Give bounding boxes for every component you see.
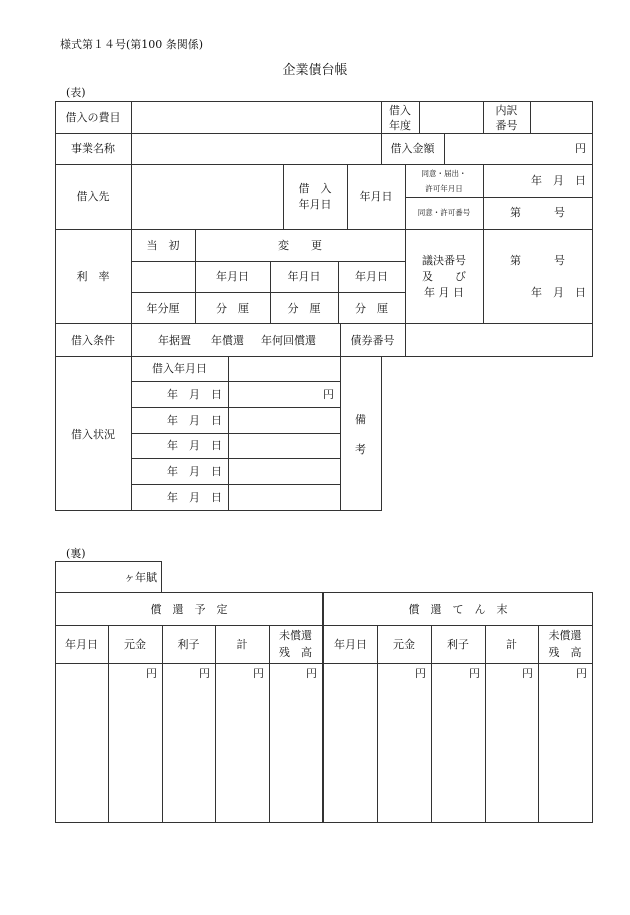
borrow-year-label-2: 年度 xyxy=(389,119,411,132)
borrow-date-value: 年月日 xyxy=(359,190,393,203)
front-section-label: (表) xyxy=(66,86,86,99)
actual-col-date: 年月日 xyxy=(334,638,367,651)
rate-change-label: 変 更 xyxy=(278,239,322,252)
borrow-date-label-1: 借 入 xyxy=(298,182,332,195)
actual-col-total: 計 xyxy=(506,638,517,651)
consent-number-label: 同意・許可番号 xyxy=(417,208,471,217)
remarks-label-2: 考 xyxy=(355,443,366,456)
status-row-date: 年 月 日 xyxy=(167,491,222,504)
actual-principal-yen: 円 xyxy=(415,667,426,680)
borrow-amount-label: 借入金額 xyxy=(390,142,435,155)
rate-change-date-3: 年月日 xyxy=(355,270,388,283)
plan-col-total: 計 xyxy=(236,638,248,651)
plan-interest-yen: 円 xyxy=(199,667,210,680)
borrow-year-label-1: 借入 xyxy=(389,104,411,117)
detail-number-label-2: 番号 xyxy=(495,119,518,132)
consent-date-value: 年 月 日 xyxy=(531,174,586,187)
form-number: 様式第１４号(第100 条関係) xyxy=(60,38,204,51)
status-row-date: 年 月 日 xyxy=(167,465,222,478)
consent-date-label-1: 同意・届出・ xyxy=(421,169,467,178)
borrow-date-label-2: 年月日 xyxy=(298,198,332,211)
page-title: 企業債台帳 xyxy=(282,63,348,78)
actual-balance-yen: 円 xyxy=(576,667,587,680)
project-name-label: 事業名称 xyxy=(71,142,115,155)
rate-initial-unit: 年分厘 xyxy=(146,302,180,315)
actual-col-balance-2: 残 高 xyxy=(548,646,582,659)
plan-col-principal: 元金 xyxy=(124,638,146,651)
rate-unit-3: 分 厘 xyxy=(355,302,388,315)
actual-interest-yen: 円 xyxy=(469,667,480,680)
rate-change-date-2: 年月日 xyxy=(287,270,321,283)
resolution-date: 年 月 日 xyxy=(531,286,586,299)
resolution-label-1: 議決番号 xyxy=(422,254,466,267)
borrow-amount-yen: 円 xyxy=(575,142,586,155)
plan-principal-yen: 円 xyxy=(146,667,157,680)
actual-col-principal: 元金 xyxy=(393,638,415,651)
borrow-status-label: 借入状況 xyxy=(71,428,115,441)
rate-initial-label: 当 初 xyxy=(146,239,180,252)
actual-total-yen: 円 xyxy=(522,667,533,680)
interest-rate-label: 利 率 xyxy=(76,270,110,283)
status-row-yen: 円 xyxy=(323,388,334,401)
deferral-years: 年据置 xyxy=(158,334,191,347)
borrow-conditions-label: 借入条件 xyxy=(71,334,115,347)
plan-balance-yen: 円 xyxy=(306,667,317,680)
repayment-actual-title: 償 還 て ん 末 xyxy=(408,603,508,616)
plan-col-interest: 利子 xyxy=(177,638,200,651)
detail-number-label-1: 内訳 xyxy=(495,104,518,117)
installment-years-label: ヶ年賦 xyxy=(124,571,157,584)
rate-change-date-1: 年月日 xyxy=(216,270,249,283)
plan-col-date: 年月日 xyxy=(65,638,98,651)
resolution-label-3: 年 月 日 xyxy=(424,286,464,299)
status-row-date: 年 月 日 xyxy=(167,414,222,427)
actual-col-balance-1: 未償還 xyxy=(548,629,582,642)
installment-count: 年何回償還 xyxy=(261,334,316,347)
borrow-date-header: 借入年月日 xyxy=(152,362,207,375)
expense-item-label: 借入の費目 xyxy=(65,111,121,124)
plan-col-balance-2: 残 高 xyxy=(279,646,312,659)
consent-number-value: 第 号 xyxy=(510,206,565,219)
repayment-years: 年償還 xyxy=(211,334,244,347)
rate-unit-1: 分 厘 xyxy=(216,302,249,315)
status-row-date: 年 月 日 xyxy=(167,439,222,452)
repayment-plan-title: 償 還 予 定 xyxy=(150,603,228,616)
bond-number-label: 債券番号 xyxy=(350,334,395,347)
back-section-label: (裏) xyxy=(66,547,86,560)
remarks-label-1: 備 xyxy=(355,413,366,426)
rate-unit-2: 分 厘 xyxy=(287,302,321,315)
plan-total-yen: 円 xyxy=(253,667,264,680)
plan-col-balance-1: 未償還 xyxy=(279,629,312,642)
consent-date-label-2: 許可年月日 xyxy=(425,184,463,193)
lender-label: 借入先 xyxy=(76,190,110,203)
status-row-date: 年 月 日 xyxy=(167,388,222,401)
actual-col-interest: 利子 xyxy=(447,638,469,651)
resolution-label-2: 及 び xyxy=(422,270,466,283)
resolution-number: 第 号 xyxy=(510,254,565,267)
